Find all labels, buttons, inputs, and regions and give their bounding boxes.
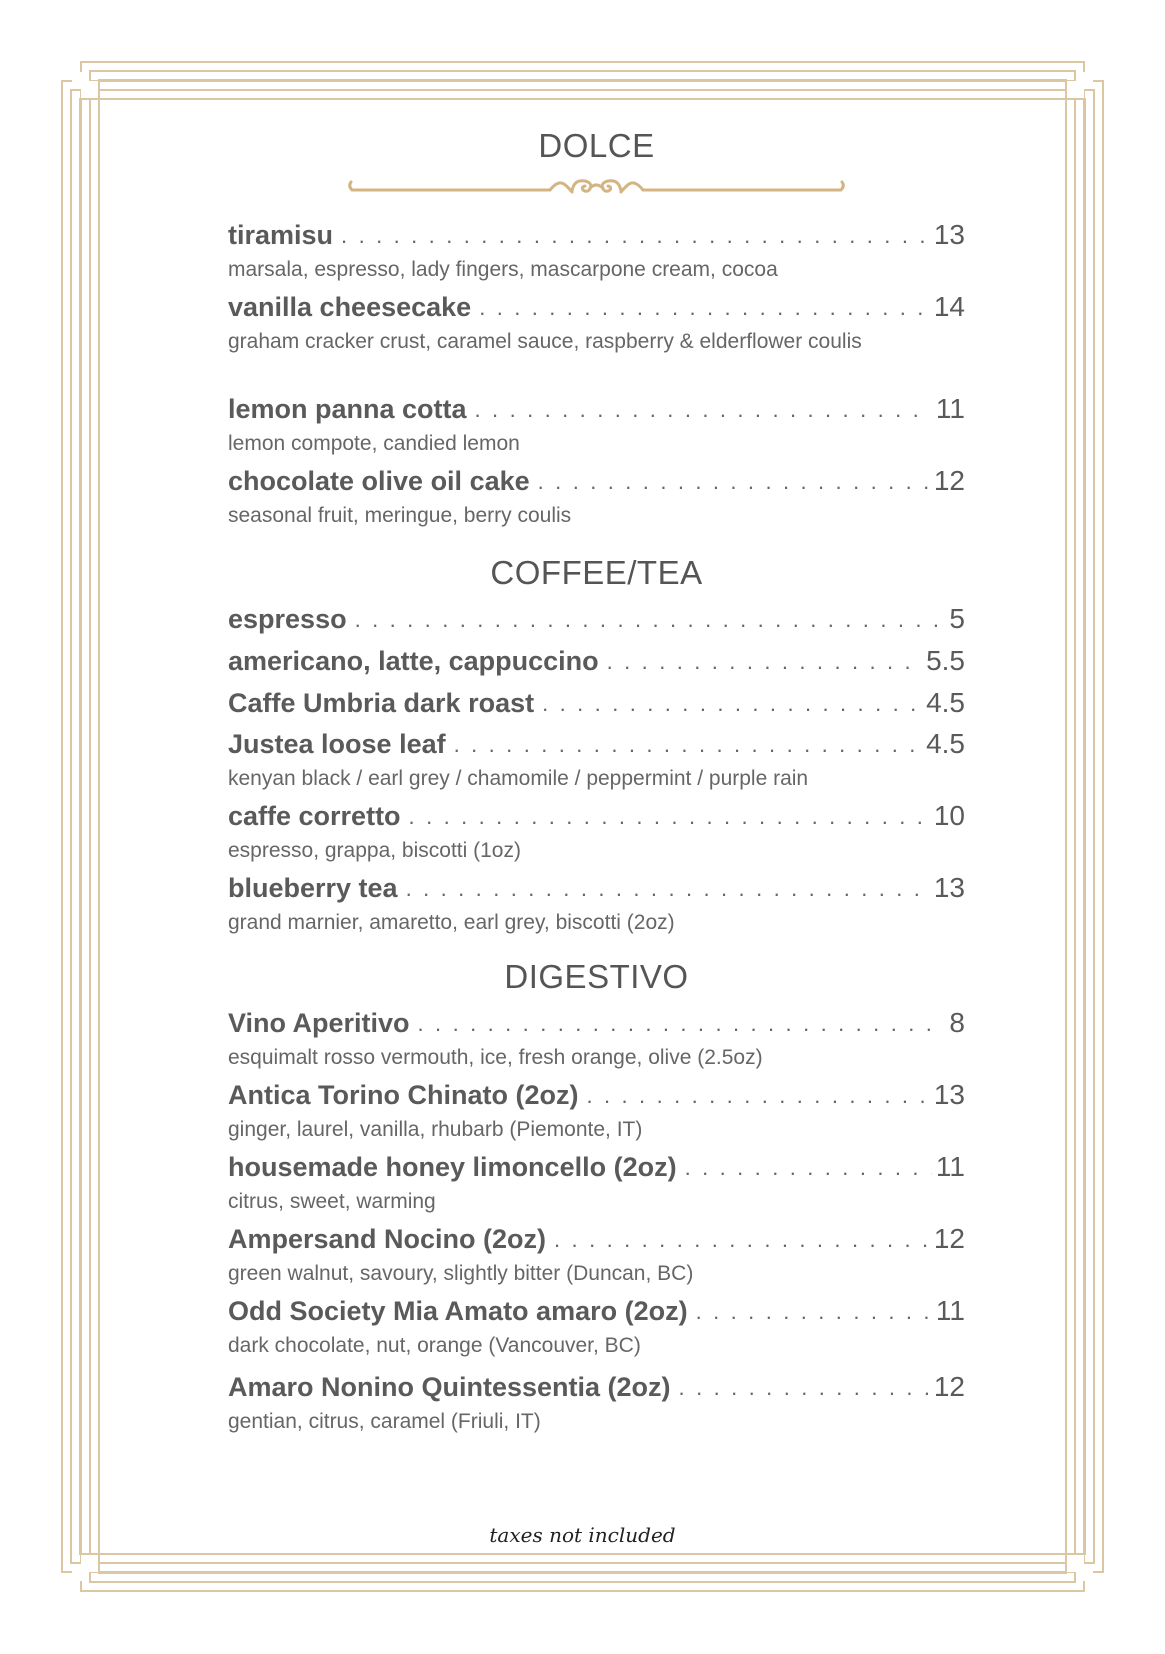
section-title-dolce: DOLCE	[538, 127, 655, 164]
item-name: housemade honey limoncello (2oz)	[228, 1152, 677, 1182]
menu-item	[228, 645, 965, 677]
menu-item	[228, 687, 965, 719]
item-description: lemon compote, candied lemon	[228, 432, 520, 455]
dot-leader	[538, 471, 930, 493]
item-price: 5	[949, 603, 965, 634]
dot-leader	[607, 651, 922, 673]
menu-item	[228, 603, 965, 635]
taxes-note: taxes not included	[489, 1523, 676, 1547]
flourish-divider-icon	[345, 173, 848, 197]
item-price: 14	[933, 291, 965, 322]
menu-item	[228, 1223, 965, 1289]
item-description: graham cracker crust, caramel sauce, raspberry & elderflower coulis	[228, 330, 862, 353]
menu-item	[228, 1079, 965, 1145]
item-description: grand marnier, amaretto, earl grey, biscotti (2oz)	[228, 911, 675, 934]
item-name: caffe corretto	[228, 801, 401, 831]
menu-item	[228, 1007, 965, 1073]
item-price: 5.5	[926, 645, 965, 676]
item-price: 12	[933, 1371, 965, 1402]
item-name: lemon panna cotta	[228, 394, 467, 424]
menu-item	[228, 1371, 965, 1437]
item-description: marsala, espresso, lady fingers, mascarpone cream, cocoa	[228, 258, 778, 281]
item-price: 11	[935, 1295, 965, 1326]
section-title-digestivo: DIGESTIVO	[504, 958, 689, 995]
menu-item	[228, 1151, 965, 1217]
dot-leader	[685, 1157, 932, 1179]
menu-item	[228, 219, 965, 285]
item-description: gentian, citrus, caramel (Friuli, IT)	[228, 1410, 541, 1433]
item-name: Vino Aperitivo	[228, 1008, 410, 1038]
item-name: Amaro Nonino Quintessentia (2oz)	[228, 1372, 671, 1402]
item-description: kenyan black / earl grey / chamomile / peppermint / purple rain	[228, 767, 809, 790]
item-price: 4.5	[926, 728, 965, 759]
item-name: Antica Torino Chinato (2oz)	[228, 1080, 579, 1110]
menu-item	[228, 728, 965, 794]
item-name: blueberry tea	[228, 873, 398, 903]
item-price: 10	[933, 800, 965, 831]
item-price: 12	[933, 1223, 965, 1254]
dot-leader	[418, 1013, 946, 1035]
item-description: espresso, grappa, biscotti (1oz)	[228, 839, 521, 862]
item-name: Odd Society Mia Amato amaro (2oz)	[228, 1296, 688, 1326]
item-name: Ampersand Nocino (2oz)	[228, 1224, 547, 1254]
menu-item	[228, 393, 965, 459]
dot-leader	[406, 878, 930, 900]
menu-item	[228, 800, 965, 866]
item-price: 11	[935, 393, 965, 424]
item-price: 13	[933, 219, 965, 250]
dot-leader	[355, 609, 946, 631]
item-price: 13	[933, 1079, 965, 1110]
item-name: espresso	[228, 604, 347, 634]
dot-leader	[586, 1085, 929, 1107]
item-name: tiramisu	[228, 220, 334, 250]
item-name: Justea loose leaf	[228, 729, 446, 759]
dot-leader	[341, 225, 930, 247]
dot-leader	[475, 399, 932, 421]
item-description: ginger, laurel, vanilla, rhubarb (Piemonte, IT)	[228, 1118, 643, 1141]
dot-leader	[696, 1301, 932, 1323]
menu-item	[228, 872, 965, 938]
dot-leader	[454, 734, 922, 756]
dot-leader	[542, 693, 922, 715]
item-price: 13	[933, 872, 965, 903]
menu-item	[228, 291, 965, 357]
dot-leader	[409, 806, 930, 828]
item-description: seasonal fruit, meringue, berry coulis	[228, 504, 572, 527]
item-description: green walnut, savoury, slightly bitter (Duncan, BC)	[228, 1262, 694, 1285]
item-name: americano, latte, cappuccino	[228, 646, 599, 676]
item-price: 4.5	[926, 687, 965, 718]
item-description: citrus, sweet, warming	[228, 1190, 436, 1213]
dot-leader	[679, 1377, 930, 1399]
dot-leader	[554, 1229, 930, 1251]
section-title-coffee-tea: COFFEE/TEA	[490, 554, 703, 591]
item-price: 12	[933, 465, 965, 496]
item-description: dark chocolate, nut, orange (Vancouver, BC)	[228, 1334, 641, 1357]
item-name: Caffe Umbria dark roast	[228, 688, 535, 718]
item-price: 11	[935, 1151, 965, 1182]
item-description: esquimalt rosso vermouth, ice, fresh orange, olive (2.5oz)	[228, 1046, 763, 1069]
menu-item	[228, 465, 965, 531]
dot-leader	[479, 297, 930, 319]
item-price: 8	[949, 1007, 965, 1038]
menu-item	[228, 1295, 965, 1361]
item-name: chocolate olive oil cake	[228, 466, 530, 496]
item-name: vanilla cheesecake	[228, 292, 472, 322]
